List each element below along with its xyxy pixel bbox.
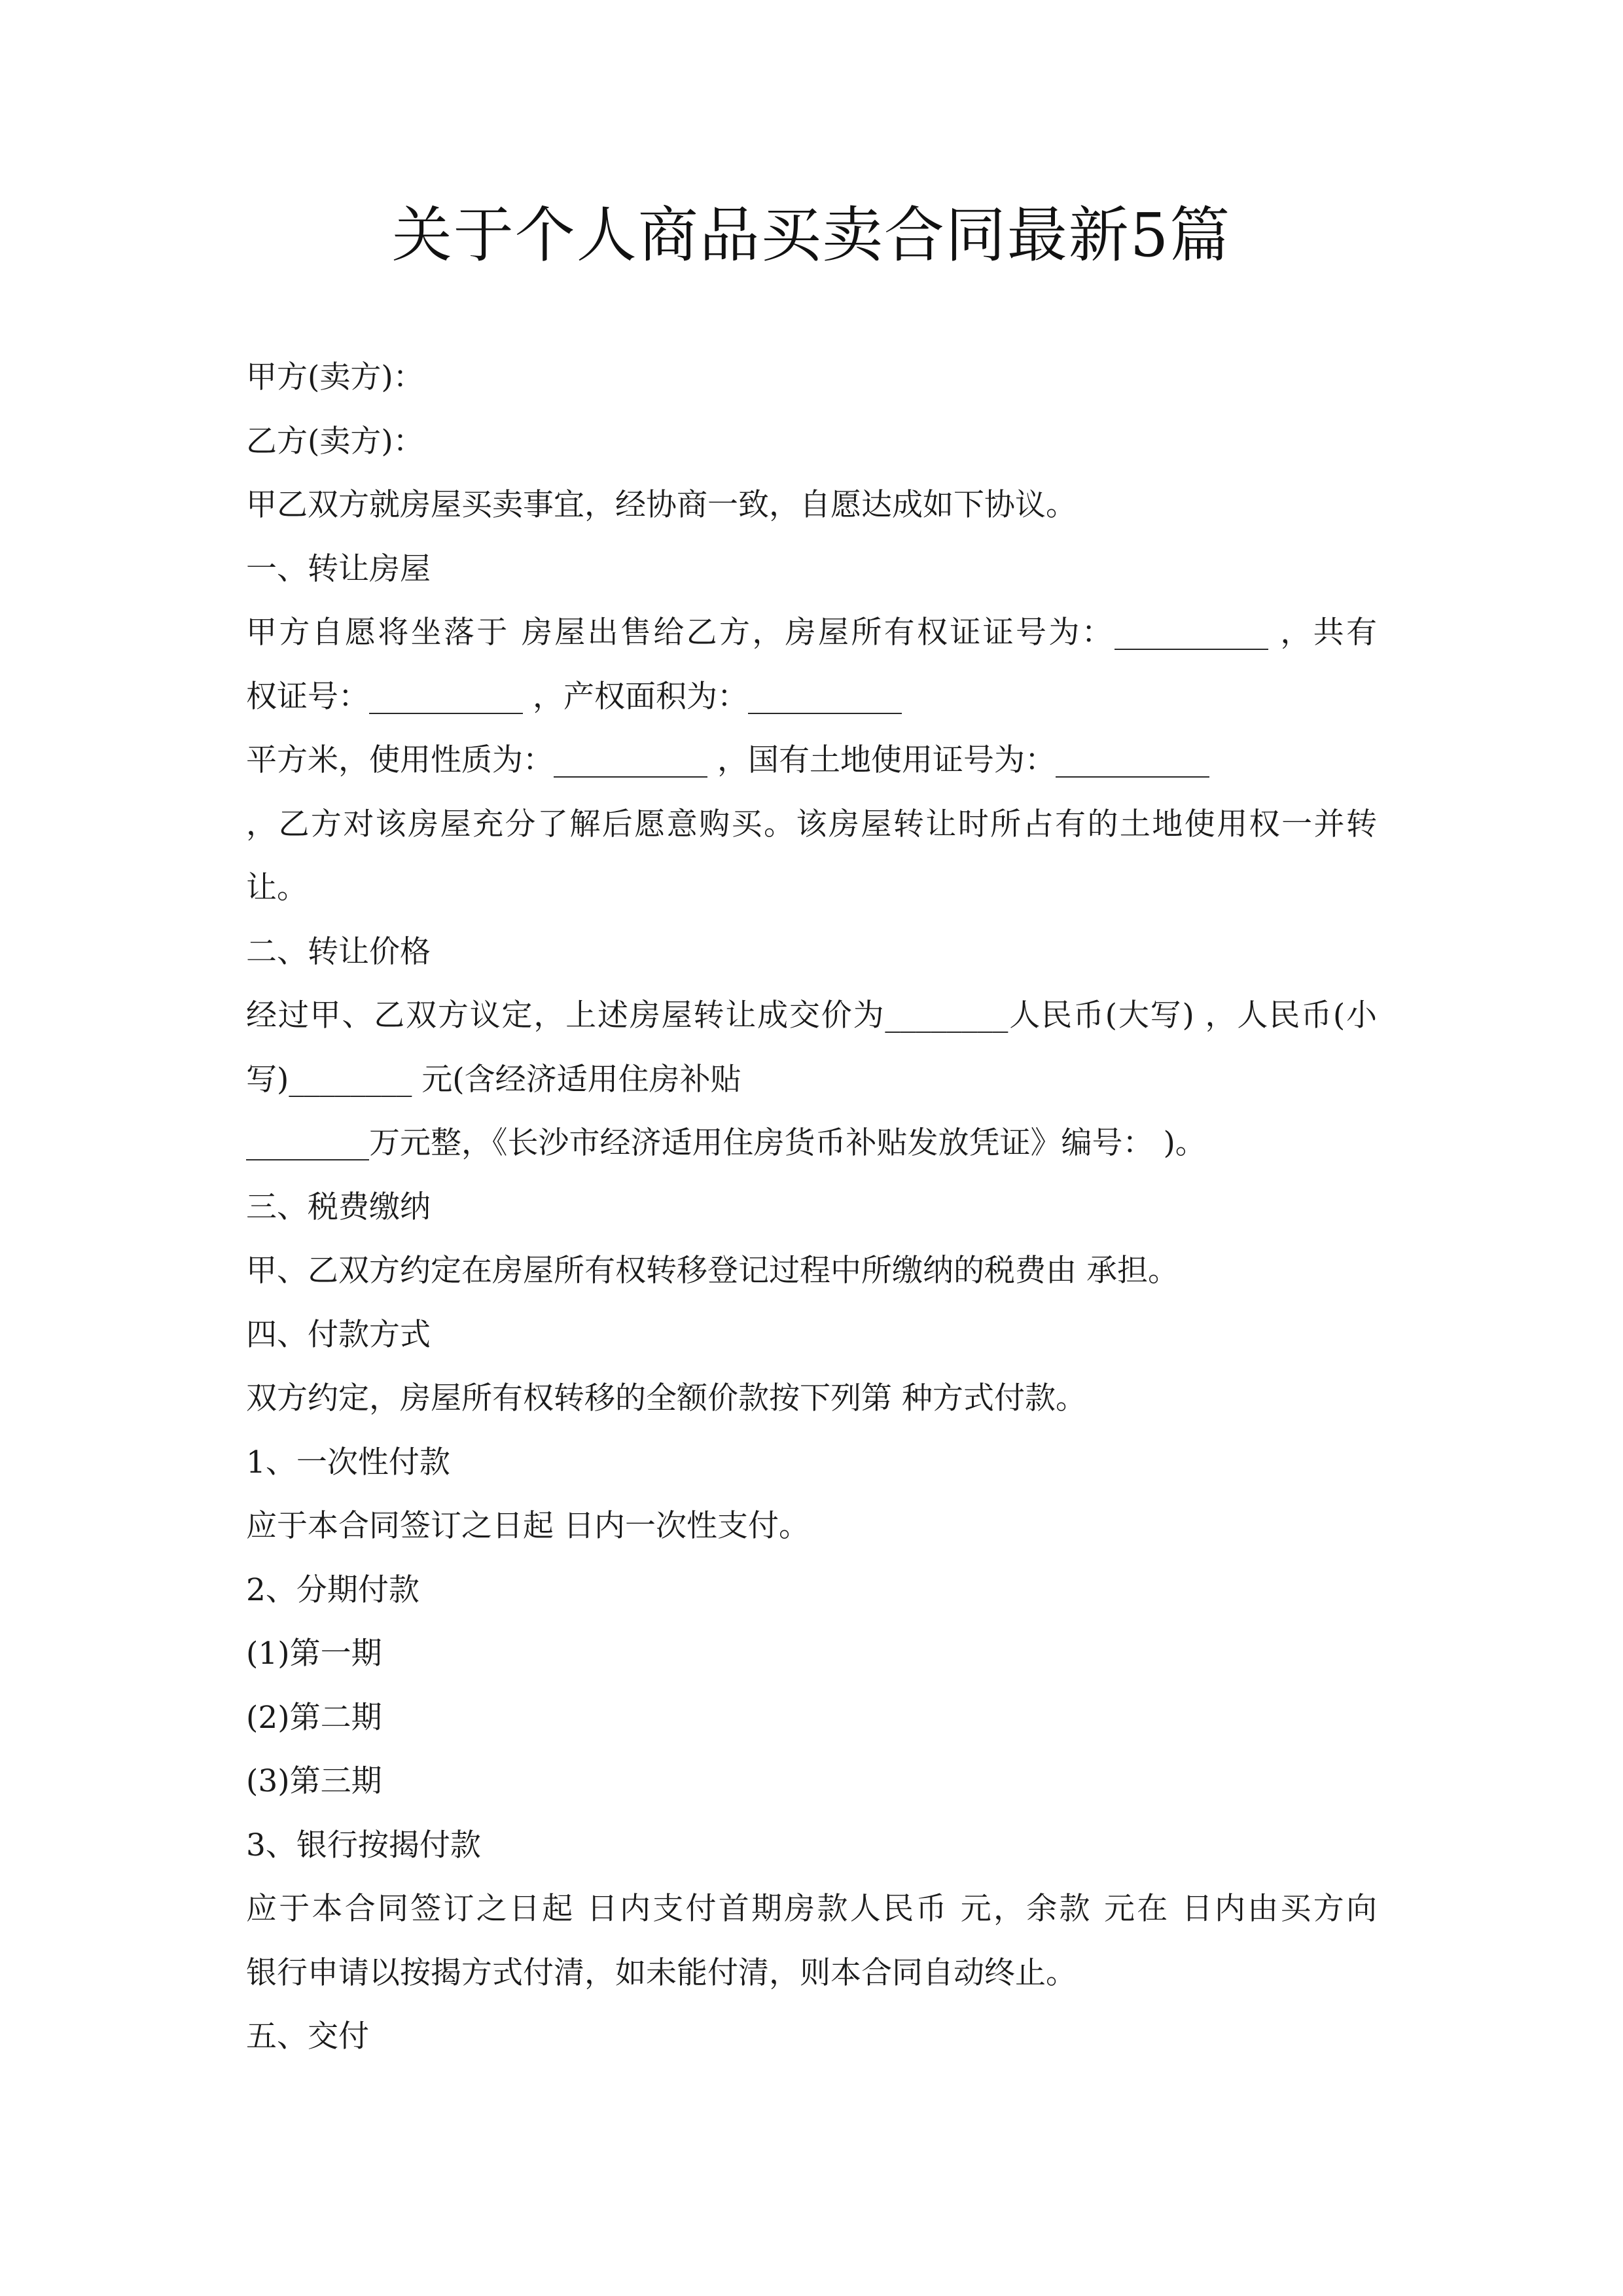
list-item: (3)第三期: [246, 1763, 382, 1799]
list-item: (2)第二期: [246, 1699, 382, 1736]
paragraph-line: 甲方(卖方)：: [246, 359, 424, 395]
paragraph-line: 甲方自愿将坐落于 房屋出售给乙方，房屋所有权证证号为：__________ ，共有: [246, 615, 1377, 651]
list-item: (1)第一期: [246, 1636, 382, 1672]
paragraph-line: 应于本合同签订之日起 日内支付首期房款人民币 元，余款 元在 日内由买方向: [246, 1891, 1377, 1927]
paragraph-line: 甲乙双方就房屋买卖事宜，经协商一致，自愿达成如下协议。: [246, 487, 1077, 523]
paragraph-line: 甲、乙双方约定在房屋所有权转移登记过程中所缴纳的税费由 承担。: [246, 1253, 1179, 1289]
paragraph-line: ________万元整，《长沙市经济适用住房货币补贴发放凭证》编号： )。: [246, 1125, 1206, 1161]
paragraph-line: 银行申请以按揭方式付清，如未能付清，则本合同自动终止。: [246, 1954, 1077, 1991]
section-heading: 一、转让房屋: [246, 550, 431, 587]
paragraph-line: 权证号：__________ ，产权面积为：__________: [246, 678, 902, 715]
paragraph-line: 平方米，使用性质为：__________ ，国有土地使用证号为：__________: [246, 742, 1209, 778]
paragraph-line: 写)________ 元(含经济适用住房补贴: [246, 1061, 741, 1098]
section-heading: 四、付款方式: [246, 1316, 431, 1353]
document-title: 关于个人商品买卖合同最新5篇: [391, 200, 1232, 270]
section-heading: 五、交付: [246, 2018, 369, 2054]
document-body: [246, 346, 1377, 2069]
paragraph-line: 经过甲、乙双方议定，上述房屋转让成交价为________人民币(大写) ，人民币(小: [246, 997, 1377, 1033]
section-heading: 二、转让价格: [246, 933, 431, 970]
section-heading: 三、税费缴纳: [246, 1189, 431, 1225]
paragraph-line: 让。: [246, 870, 308, 906]
subsection-heading: 3、银行按揭付款: [246, 1827, 481, 1863]
paragraph-line: 应于本合同签订之日起 日内一次性支付。: [246, 1508, 810, 1544]
subsection-heading: 1、一次性付款: [246, 1444, 450, 1480]
paragraph-line: ，乙方对该房屋充分了解后愿意购买。该房屋转让时所占有的土地使用权一并转: [246, 806, 1377, 842]
paragraph-line: 乙方(卖方)：: [246, 423, 424, 459]
paragraph-line: 双方约定，房屋所有权转移的全额价款按下列第 种方式付款。: [246, 1380, 1086, 1416]
subsection-heading: 2、分期付款: [246, 1571, 419, 1608]
